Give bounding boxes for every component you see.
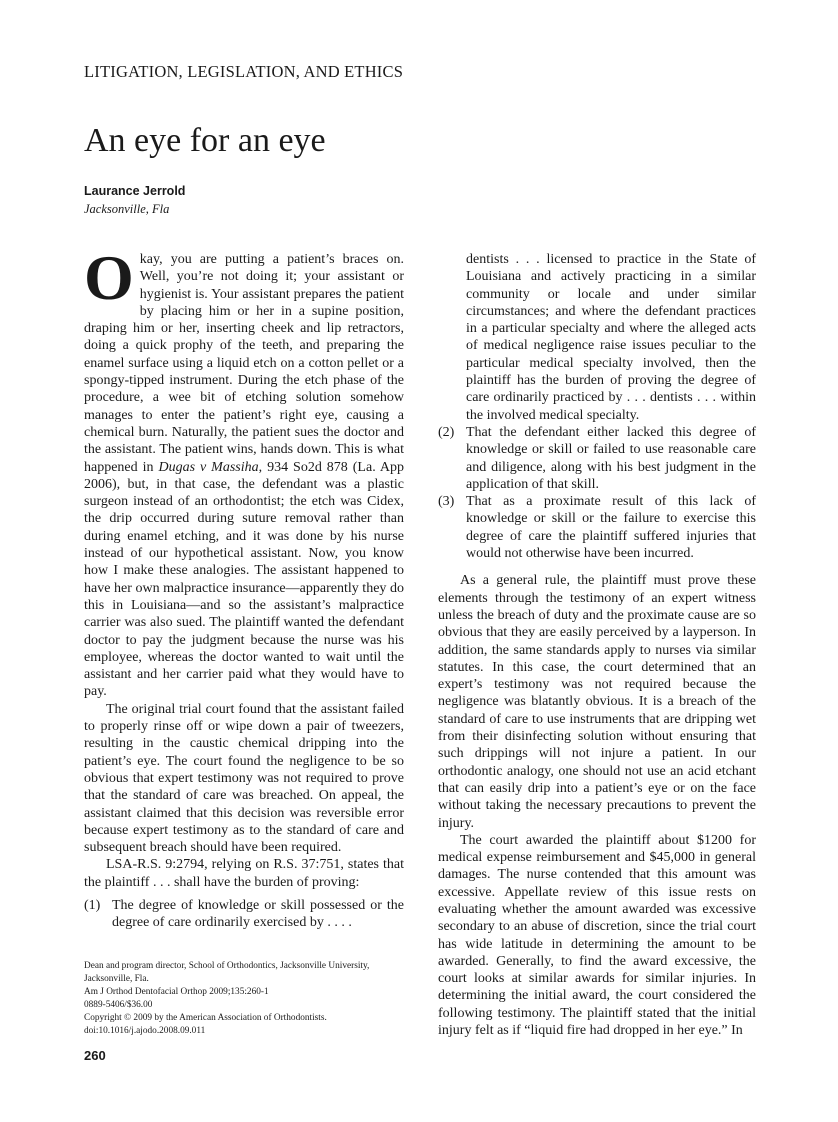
- left-column: [84, 242, 404, 932]
- footnote: [84, 960, 414, 1038]
- list-number: (3): [438, 494, 455, 510]
- text: kay, you are putting a patient’s braces on. Well, you’re not doing it; your assistant or hygienist is. Your assistant prepares the patient by placing him or her in a supine position, draping him or her, inserting cheek and lip retractors, doing a quick prophy of the teeth, and preparing the enamel surface using a liquid etch on a cotton pellet or a spongy-tipped instrument. During the etch phase of the procedure, a wee bit of etching solution somehow manages to enter the patient’s right eye, causing a chemical burn. Naturally, the patient sues the doctor and the assistant. The patient wins, hands down. This is what happened in: [84, 252, 404, 475]
- list-text: That the defendant either lacked this degree of knowledge or skill or failed to use reasonable care and diligence, along with his best judgment in the application of that skill.: [466, 424, 756, 492]
- paragraph: [84, 242, 404, 701]
- list-text: The degree of knowledge or skill possessed or the degree of care ordinarily exercised by . . . .: [112, 897, 404, 931]
- footnote-citation: Am J Orthod Dentofacial Orthop 2009;135:260-1: [84, 987, 269, 997]
- section-heading: LITIGATION, LEGISLATION, AND ETHICS: [84, 62, 404, 81]
- right-column: [438, 251, 756, 1039]
- footnote-doi: doi:10.1016/j.ajodo.2008.09.011: [84, 1026, 206, 1036]
- page-number: 260: [84, 1048, 106, 1063]
- author-affiliation: Jacksonville, Fla: [84, 202, 170, 216]
- text: , 934 So2d 878 (La. App 2006), but, in that case, the defendant was a plastic surgeon instead of an orthodontist; the etch was Cidex, the drip occurred during suture removal rather than during enamel etching, and it was done by his nurse instead of our hypothetical assistant. Now, you know how I make these analogies. The assistant happened to have her own malpractice insurance—apparently they do this in Louisiana—and so the assistant’s malpractice carrier was also sued. The plaintiff wanted the defendant doctor to pay the judgment because the nurse was his employee, whereas the doctor wanted to wait until the assistant and her carrier paid what they would have to pay.: [84, 459, 404, 700]
- paragraph: The court awarded the plaintiff about $1200 for medical expense reimbursement and $45,000 in general damages. The nurse contended that this amount was excessive. Appellate review of this issue rests on evaluating whether the amount awarded was excessive secondary to an abuse of discretion, since the trial court has wide latitude in determining the amount to be awarded. Generally, to find the award excessive, the court looks at similar awards for similar injuries. In determining the initial award, the court considered the following testimony. The plaintiff stated that the initial injury felt as if “liquid fire had dropped in her eye.” In: [438, 832, 756, 1039]
- author-name: Laurance Jerrold: [84, 184, 186, 198]
- list-text: That as a proximate result of this lack of knowledge or skill or the failure to exercise this degree of care the plaintiff suffered injuries that would not otherwise have been incurred.: [466, 494, 756, 562]
- footnote-copyright: Copyright © 2009 by the American Association of Orthodontists.: [84, 1013, 327, 1023]
- list-number: (1): [84, 897, 101, 913]
- paragraph: LSA-R.S. 9:2794, relying on R.S. 37:751, states that the plaintiff . . . shall have the burden of proving:: [84, 857, 404, 890]
- list-item: [438, 424, 756, 493]
- list-item: [438, 493, 756, 562]
- article-title: An eye for an eye: [84, 122, 326, 159]
- list-item: [84, 897, 404, 932]
- footnote-issn: 0889-5406/$36.00: [84, 1000, 153, 1010]
- drop-cap: O: [84, 242, 134, 313]
- paragraph: The original trial court found that the assistant failed to properly rinse off or wipe down a pair of tweezers, resulting in the caustic chemical dripping into the patient’s eye. The court found the negligence to be so obvious that expert testimony was not required to prove that the standard of care was breached. On appeal, the assistant claimed that this decision was reversible error because expert testimony as to the standard of care and subsequent breach should have been required.: [84, 701, 404, 856]
- list-number: (2): [438, 424, 455, 440]
- paragraph: As a general rule, the plaintiff must prove these elements through the testimony of an expert witness unless the breach of duty and the proximate cause are so obvious that they are easily perceived by a layperson. In addition, the same standards apply to nurses via similar statutes. In this case, the court determined that an expert’s testimony was not required because the negligence was blatantly obvious. It is a breach of the standard of care to use instruments that are dripping wet from their disinfecting solution without ensuring that such drippings will not injure a patient. In our orthodontic analogy, one should not use an acid etchant that can easily drip into a patient’s eye or on the face without taking the necessary precautions to prevent the injury.: [438, 573, 756, 831]
- list-item-continued: dentists . . . licensed to practice in the State of Louisiana and actively practicing in a similar community or locale and under similar circumstances; and where the defendant practices in a particular specialty and where the alleged acts of medical negligence raise issues peculiar to the particular medical specialty involved, then the plaintiff has the burden of proving the degree of care ordinarily practiced by . . . dentists . . . within the involved medical specialty.: [466, 252, 756, 423]
- case-name: Dugas v Massiha: [158, 459, 259, 475]
- footnote-affiliation: Dean and program director, School of Orthodontics, Jacksonville University, Jacksonville, Fla.: [84, 961, 370, 984]
